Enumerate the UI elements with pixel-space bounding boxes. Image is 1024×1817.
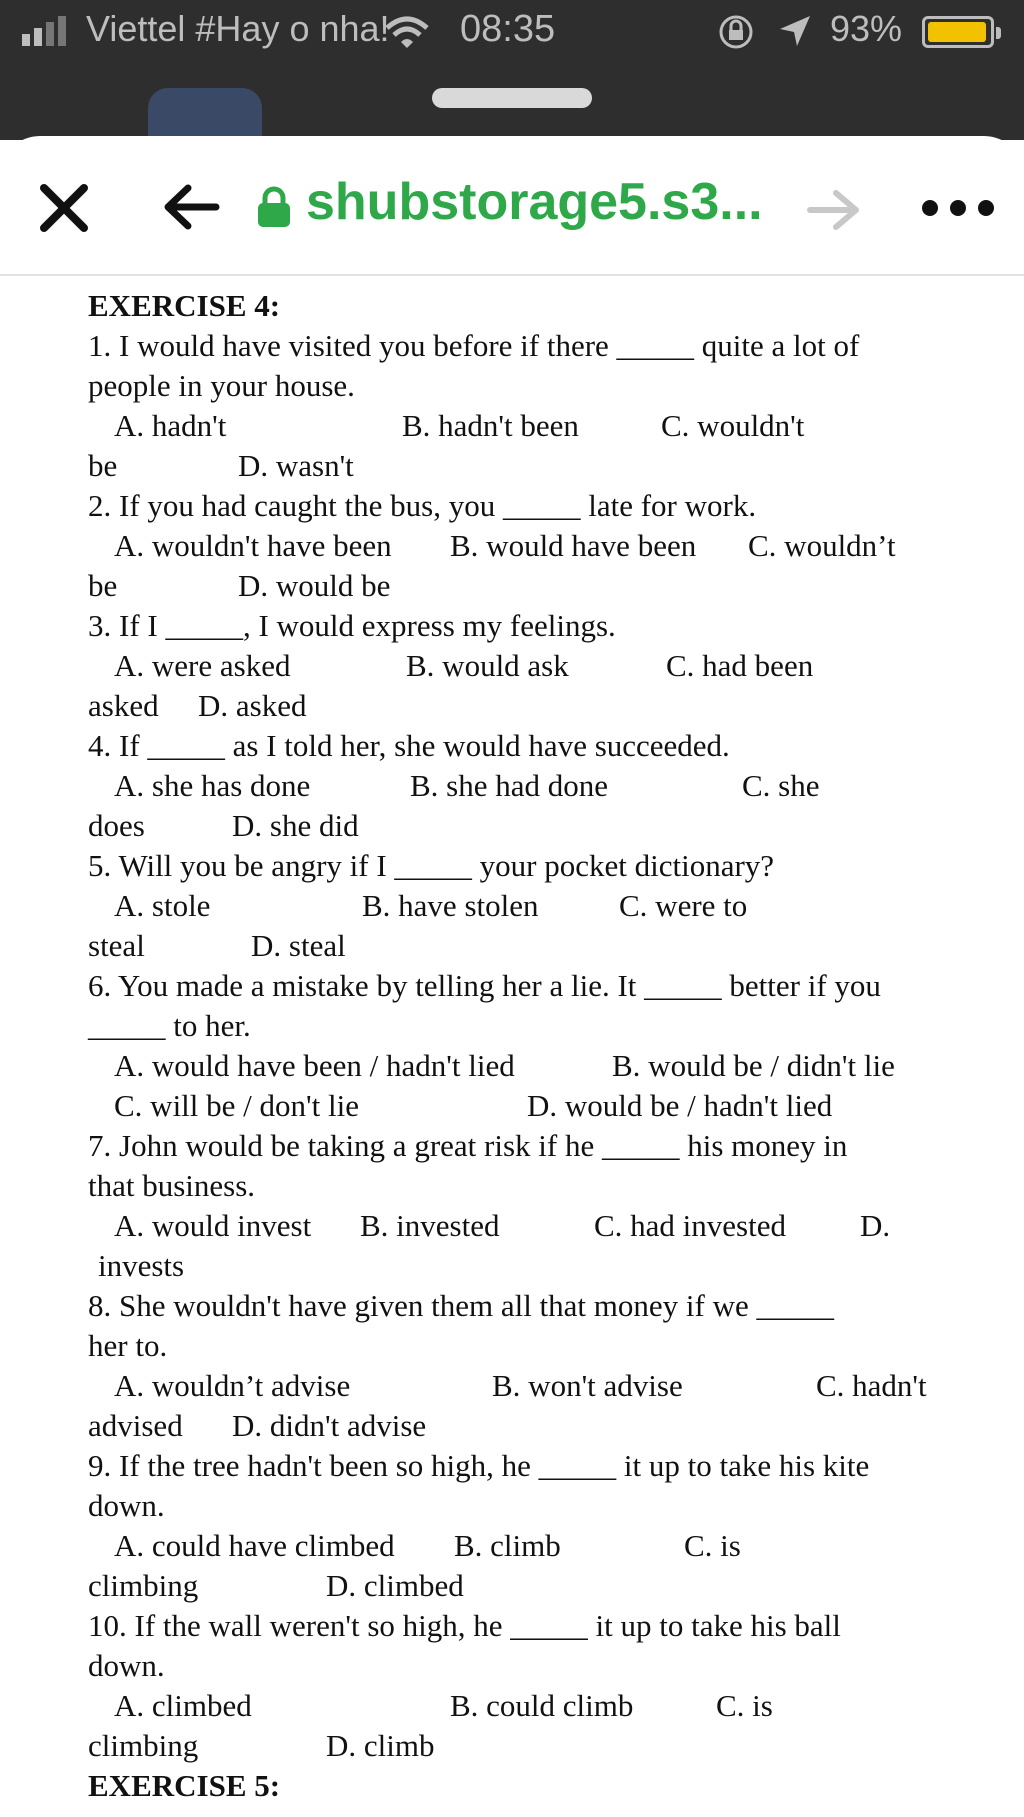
options-line bbox=[88, 1046, 968, 1086]
next-exercise-heading: EXERCISE 5: bbox=[88, 1768, 281, 1803]
options-line bbox=[88, 1726, 968, 1766]
options-line bbox=[88, 1526, 968, 1566]
question-line: 9. If the tree hadn't been so high, he _____ it up to take his kite bbox=[88, 1448, 870, 1483]
options-line bbox=[88, 566, 968, 606]
question-line: down. bbox=[88, 1488, 165, 1523]
option: B. have stolen bbox=[362, 888, 539, 923]
option: asked bbox=[88, 688, 159, 723]
question-line: 4. If _____ as I told her, she would have succeeded. bbox=[88, 728, 730, 763]
options-line bbox=[88, 1246, 968, 1286]
option: D. bbox=[860, 1208, 891, 1243]
option: A. she has done bbox=[114, 768, 311, 803]
option: B. climb bbox=[454, 1528, 561, 1563]
options-line bbox=[88, 1086, 968, 1126]
options-line bbox=[88, 806, 968, 846]
battery-icon bbox=[922, 16, 994, 48]
option: B. would have been bbox=[450, 528, 697, 563]
option: D. steal bbox=[251, 928, 346, 963]
option: advised bbox=[88, 1408, 183, 1443]
rotation-lock-icon bbox=[718, 14, 754, 50]
clock: 08:35 bbox=[460, 8, 556, 50]
option: B. invested bbox=[360, 1208, 500, 1243]
option: D. would be bbox=[238, 568, 391, 603]
wifi-icon bbox=[385, 16, 429, 50]
option: be bbox=[88, 448, 118, 483]
option: B. hadn't been bbox=[402, 408, 579, 443]
options-line bbox=[88, 1566, 968, 1606]
battery-percent: 93% bbox=[830, 8, 903, 49]
option: climbing bbox=[88, 1728, 199, 1763]
options-line bbox=[88, 686, 968, 726]
options-line bbox=[88, 926, 968, 966]
document-content bbox=[88, 286, 968, 1806]
back-arrow-icon[interactable] bbox=[162, 182, 220, 232]
question-line: 6. You made a mistake by telling her a lie. It _____ better if you bbox=[88, 968, 881, 1003]
option: A. could have climbed bbox=[114, 1528, 395, 1563]
option: C. hadn't bbox=[816, 1368, 927, 1403]
question-line: 10. If the wall weren't so high, he _____ it up to take his ball bbox=[88, 1608, 841, 1643]
option: D. asked bbox=[198, 688, 307, 723]
close-icon[interactable] bbox=[36, 180, 92, 236]
option: B. would be / didn't lie bbox=[612, 1048, 895, 1083]
option: D. climb bbox=[326, 1728, 435, 1763]
option: be bbox=[88, 568, 118, 603]
options-line bbox=[88, 886, 968, 926]
exercise-heading: EXERCISE 4: bbox=[88, 288, 281, 323]
option: A. would invest bbox=[114, 1208, 312, 1243]
option: C. is bbox=[684, 1528, 741, 1563]
option: does bbox=[88, 808, 145, 843]
options-line bbox=[88, 646, 968, 686]
question-line: that business. bbox=[88, 1168, 256, 1203]
question-line: 8. She wouldn't have given them all that money if we _____ bbox=[88, 1288, 834, 1323]
option: C. wouldn't bbox=[661, 408, 805, 443]
option: steal bbox=[88, 928, 145, 963]
option: D. wasn't bbox=[238, 448, 354, 483]
question-line: 5. Will you be angry if I _____ your pocket dictionary? bbox=[88, 848, 775, 883]
options-line bbox=[88, 766, 968, 806]
question-line: 1. I would have visited you before if there _____ quite a lot of bbox=[88, 328, 860, 363]
option: B. she had done bbox=[410, 768, 609, 803]
option: C. were to bbox=[619, 888, 748, 923]
option: A. wouldn't have been bbox=[114, 528, 392, 563]
question-line: her to. bbox=[88, 1328, 168, 1363]
carrier-name: Viettel #Hay o nha! bbox=[86, 8, 390, 49]
option: A. stole bbox=[114, 888, 211, 923]
question-line: down. bbox=[88, 1648, 165, 1683]
options-line bbox=[88, 1366, 968, 1406]
browser-toolbar bbox=[0, 136, 1024, 276]
option: A. hadn't bbox=[114, 408, 227, 443]
options-line bbox=[88, 1206, 968, 1246]
forward-arrow-icon[interactable] bbox=[806, 188, 862, 232]
option: A. would have been / hadn't lied bbox=[114, 1048, 515, 1083]
option: B. would ask bbox=[406, 648, 569, 683]
option: invests bbox=[98, 1248, 185, 1283]
options-line bbox=[88, 526, 968, 566]
options-line bbox=[88, 1406, 968, 1446]
option: D. she did bbox=[232, 808, 359, 843]
option: D. would be / hadn't lied bbox=[527, 1088, 833, 1123]
options-line bbox=[88, 1686, 968, 1726]
options-line bbox=[88, 406, 968, 446]
option: B. could climb bbox=[450, 1688, 634, 1723]
location-icon bbox=[778, 14, 812, 48]
signal-icon bbox=[22, 16, 66, 46]
option: C. is bbox=[716, 1688, 773, 1723]
question-line: 7. John would be taking a great risk if he _____ his money in bbox=[88, 1128, 848, 1163]
question-line: 3. If I _____, I would express my feelings. bbox=[88, 608, 616, 643]
sheet-grabber[interactable] bbox=[432, 88, 592, 108]
option: C. will be / don't lie bbox=[114, 1088, 359, 1123]
option: C. had been bbox=[666, 648, 814, 683]
more-icon[interactable] bbox=[920, 198, 996, 218]
option: C. wouldn’t bbox=[748, 528, 896, 563]
question-line: 2. If you had caught the bus, you _____ late for work. bbox=[88, 488, 757, 523]
option: D. climbed bbox=[326, 1568, 464, 1603]
address-bar-url[interactable]: shubstorage5.s3... bbox=[306, 173, 763, 231]
option: A. were asked bbox=[114, 648, 291, 683]
option: C. she bbox=[742, 768, 820, 803]
question-line: _____ to her. bbox=[88, 1008, 251, 1043]
option: D. didn't advise bbox=[232, 1408, 427, 1443]
option: C. had invested bbox=[594, 1208, 786, 1243]
lock-icon bbox=[256, 186, 292, 228]
options-line bbox=[88, 446, 968, 486]
option: climbing bbox=[88, 1568, 199, 1603]
option: A. wouldn’t advise bbox=[114, 1368, 351, 1403]
question-line: people in your house. bbox=[88, 368, 355, 403]
option: A. climbed bbox=[114, 1688, 252, 1723]
option: B. won't advise bbox=[492, 1368, 683, 1403]
